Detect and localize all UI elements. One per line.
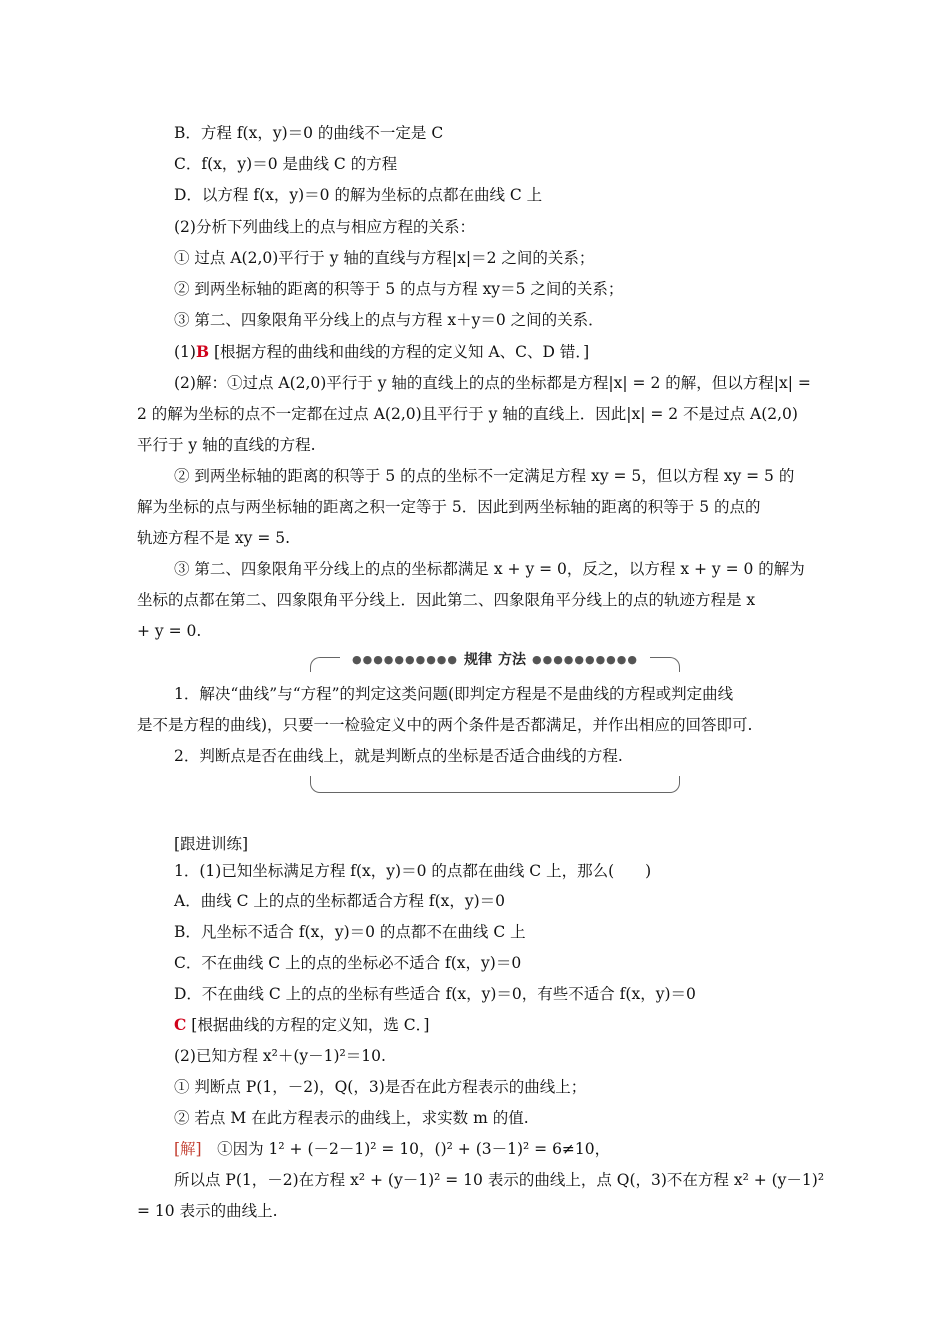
practice-question-2-item-2: ② 若点 M 在此方程表示的曲线上，求实数 m 的值.: [174, 1109, 529, 1127]
question-2-item-2: ② 到两坐标轴的距离的积等于 5 的点与方程 xy＝5 之间的关系；: [174, 280, 624, 298]
answer-1-prefix: (1): [174, 343, 196, 361]
answer-1-line: [174, 342, 589, 362]
practice-answer-letter: C: [174, 1015, 187, 1034]
method-box-title-right: 方法: [498, 652, 526, 668]
practice-option-b: B．凡坐标不适合 f(x，y)＝0 的点都不在曲线 C 上: [174, 923, 526, 941]
practice-solution-text-1: ①因为 1² + (－2－1)² = 10，()² + (3－1)² = 6≠10，: [201, 1140, 611, 1158]
method-item-1-line-2: 是不是方程的曲线)，只要一一检验定义中的两个条件是否都满足，并作出相应的回答即可.: [137, 716, 753, 734]
practice-solution-tag: [解]: [174, 1140, 202, 1158]
practice-option-a: A．曲线 C 上的点的坐标都适合方程 f(x，y)＝0: [174, 892, 506, 910]
question-2-heading: (2)分析下列曲线上的点与相应方程的关系：: [174, 218, 475, 236]
solution-2-line-6: 轨迹方程不是 xy = 5.: [137, 529, 291, 547]
option-c-line: C．f(x，y)＝0 是曲线 C 的方程: [174, 155, 398, 173]
method-box-title-left: 规律: [464, 652, 492, 668]
solution-2-line-7: ③ 第二、四象限角平分线上的点的坐标都满足 x + y = 0，反之，以方程 x + y = 0 的解为: [174, 560, 805, 578]
method-box-bottom-border: [310, 776, 680, 793]
question-2-item-1: ① 过点 A(2,0)平行于 y 轴的直线与方程|x|＝2 之间的关系；: [174, 249, 595, 267]
solution-2-line-8: 坐标的点都在第二、四象限角平分线上．因此第二、四象限角平分线上的点的轨迹方程是 x: [137, 591, 756, 609]
answer-1-letter: B: [195, 342, 210, 361]
solution-2-line-1: (2)解：①过点 A(2,0)平行于 y 轴的直线上的点的坐标都是方程|x| = 2 的解，但以方程|x| =: [174, 374, 811, 392]
solution-2-line-4: ② 到两坐标轴的距离的积等于 5 的点的坐标不一定满足方程 xy = 5，但以方程 xy = 5 的: [174, 467, 795, 485]
method-box-dots-right: ●●●●●●●●●●: [532, 652, 638, 666]
method-box-dots-left: ●●●●●●●●●●: [352, 652, 458, 666]
solution-2-line-2: 2 的解为坐标的点不一定都在过点 A(2,0)且平行于 y 轴的直线上．因此|x| = 2 不是过点 A(2,0): [137, 405, 798, 423]
method-box-title: [340, 650, 650, 668]
practice-question-1: 1．(1)已知坐标满足方程 f(x，y)＝0 的点都在曲线 C 上，那么( ): [174, 862, 652, 880]
option-d-line: D．以方程 f(x，y)＝0 的解为坐标的点都在曲线 C 上: [174, 186, 543, 204]
question-2-item-3: ③ 第二、四象限角平分线上的点与方程 x＋y＝0 之间的关系．: [174, 311, 604, 329]
option-b-line: B．方程 f(x，y)＝0 的曲线不一定是 C: [174, 124, 444, 142]
practice-question-2: (2)已知方程 x²＋(y－1)²＝10.: [174, 1047, 386, 1065]
answer-1-explanation: [根据方程的曲线和曲线的方程的定义知 A、C、D 错．]: [209, 343, 590, 361]
practice-solution-line-3: = 10 表示的曲线上.: [137, 1202, 278, 1220]
practice-solution-line-1: [174, 1139, 610, 1159]
solution-2-line-5: 解为坐标的点与两坐标轴的距离之积一定等于 5．因此到两坐标轴的距离的积等于 5 的点的: [137, 498, 761, 516]
solution-2-line-9: + y = 0.: [137, 622, 202, 640]
practice-solution-line-2: 所以点 P(1，－2)在方程 x² + (y－1)² = 10 表示的曲线上，点 Q(，3)不在方程 x² + (y－1)²: [174, 1171, 825, 1189]
practice-answer-1-line: [174, 1015, 429, 1035]
method-item-2: 2．判断点是否在曲线上，就是判断点的坐标是否适合曲线的方程.: [174, 747, 623, 765]
practice-answer-explanation: [根据曲线的方程的定义知，选 C．]: [186, 1016, 430, 1034]
practice-heading: [跟进训练]: [174, 835, 249, 853]
solution-2-line-3: 平行于 y 轴的直线的方程.: [137, 436, 316, 454]
practice-option-d: D．不在曲线 C 上的点的坐标有些适合 f(x，y)＝0，有些不适合 f(x，y)＝0: [174, 985, 696, 1003]
practice-option-c: C．不在曲线 C 上的点的坐标必不适合 f(x，y)＝0: [174, 954, 522, 972]
practice-question-2-item-1: ① 判断点 P(1，－2)，Q(，3)是否在此方程表示的曲线上；: [174, 1078, 587, 1096]
method-item-1-line-1: 1．解决“曲线”与“方程”的判定这类问题(即判定方程是不是曲线的方程或判定曲线: [174, 685, 734, 703]
